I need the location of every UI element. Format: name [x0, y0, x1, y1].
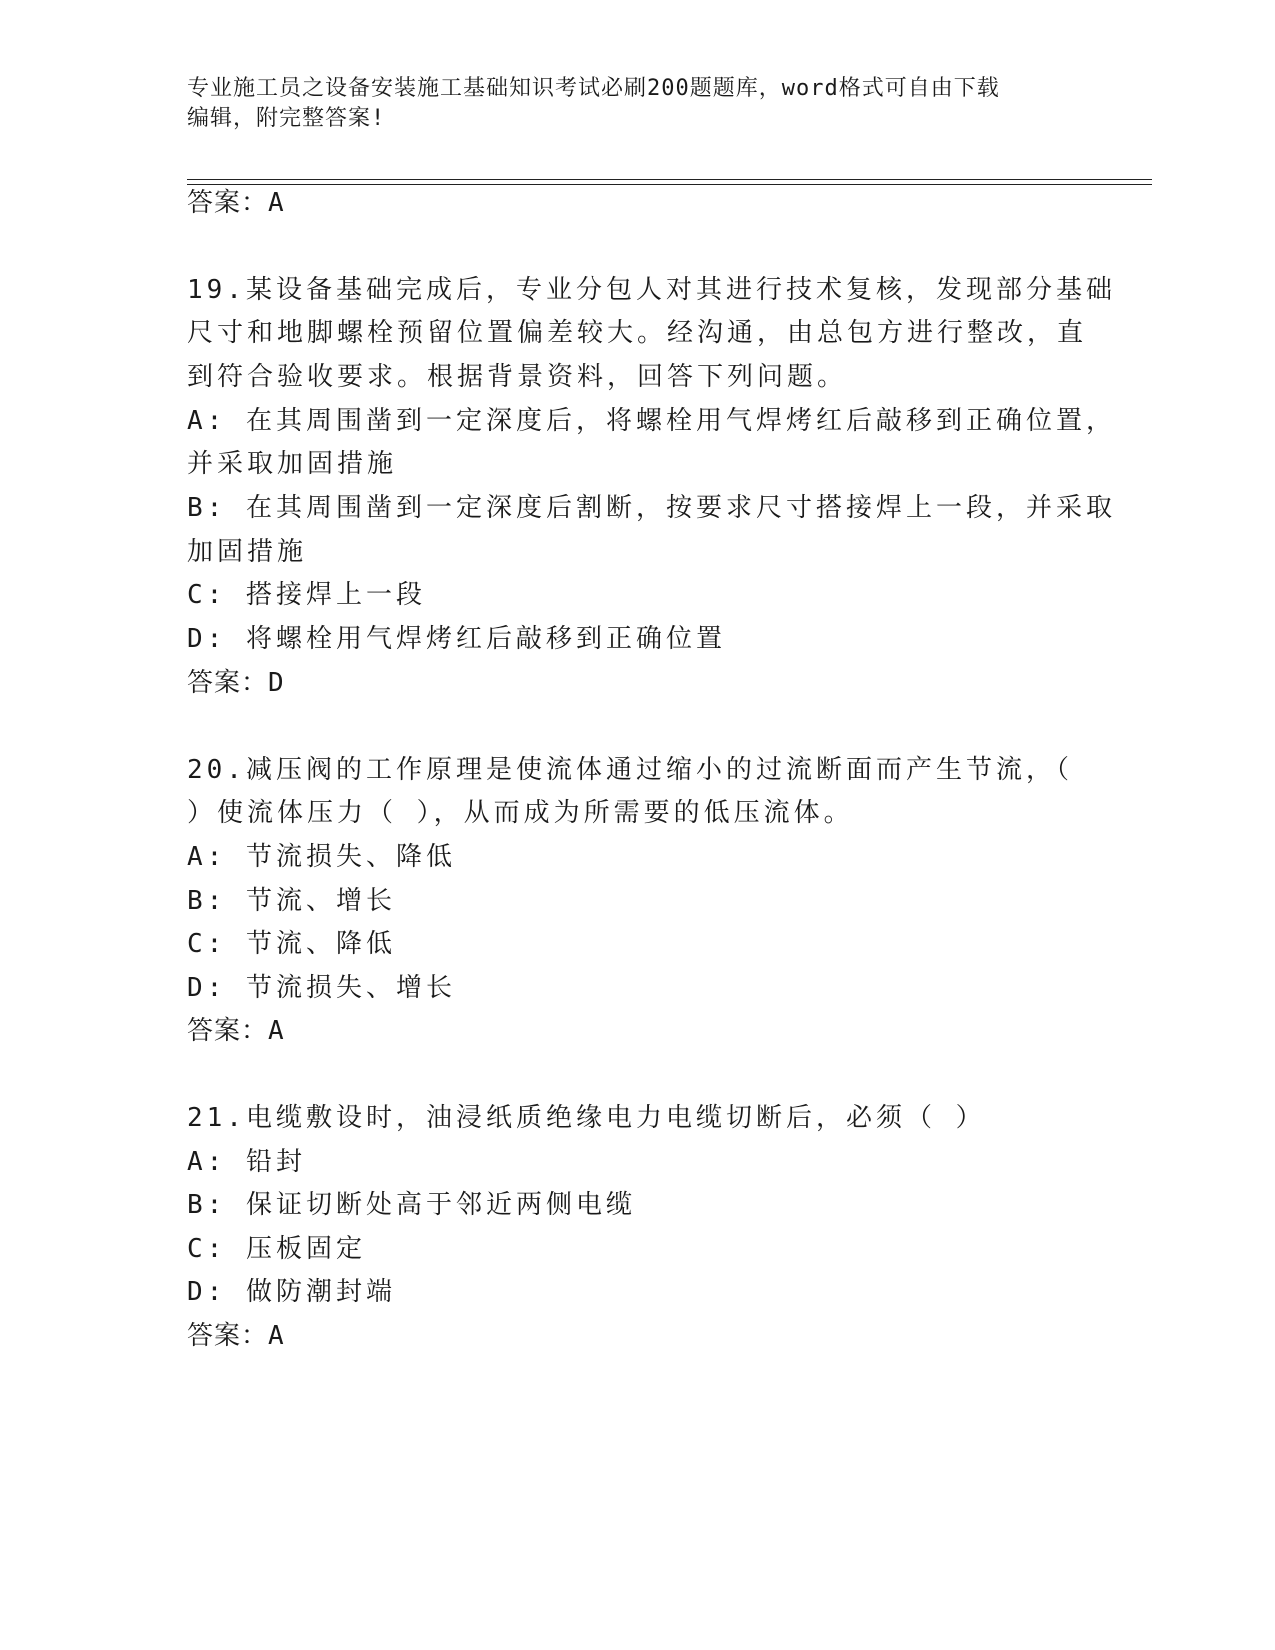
answer-q20: 答案：A — [187, 1016, 285, 1046]
header-line-1: 专业施工员之设备安装施工基础知识考试必刷200题题库，word格式可自由下载 — [187, 76, 1000, 101]
option-d: D: 节流损失、增长 — [187, 973, 456, 1003]
option-b: B: 在其周围凿到一定深度后割断，按要求尺寸搭接焊上一段，并采取 — [187, 493, 1116, 523]
option-a: A: 节流损失、降低 — [187, 842, 456, 872]
question-stem-line: 尺寸和地脚螺栓预留位置偏差较大。经沟通，由总包方进行整改，直 — [187, 318, 1088, 348]
question-stem-line: 到符合验收要求。根据背景资料，回答下列问题。 — [187, 362, 848, 392]
option-d: D: 做防潮封端 — [187, 1277, 396, 1307]
option-c: C: 压板固定 — [187, 1234, 366, 1264]
option-c: C: 节流、降低 — [187, 929, 396, 959]
document-header — [187, 74, 1087, 134]
option-d: D: 将螺栓用气焊烤红后敲移到正确位置 — [187, 624, 726, 654]
option-a: A: 铅封 — [187, 1147, 306, 1177]
option-b: B: 节流、增长 — [187, 886, 396, 916]
header-line-2: 编辑，附完整答案! — [187, 106, 386, 131]
answer-q18: 答案：A — [187, 188, 285, 218]
option-b: B: 保证切断处高于邻近两侧电缆 — [187, 1190, 636, 1220]
question-stem-line: 20.减压阀的工作原理是使流体通过缩小的过流断面而产生节流，（ — [187, 755, 1073, 785]
question-stem-line: ）使流体压力（ ），从而成为所需要的低压流体。 — [187, 798, 854, 828]
option-a-continued: 并采取加固措施 — [187, 449, 398, 479]
option-a: A: 在其周围凿到一定深度后，将螺栓用气焊烤红后敲移到正确位置， — [187, 406, 1116, 436]
question-stem-line: 21.电缆敷设时，油浸纸质绝缘电力电缆切断后，必须（ ） — [187, 1103, 986, 1133]
header-divider-top — [187, 179, 1152, 180]
question-stem-line: 19.某设备基础完成后，专业分包人对其进行技术复核，发现部分基础 — [187, 275, 1116, 305]
answer-q19: 答案：D — [187, 668, 285, 698]
answer-q21: 答案：A — [187, 1321, 285, 1351]
header-divider-bottom — [187, 184, 1152, 185]
option-b-continued: 加固措施 — [187, 537, 308, 567]
option-c: C: 搭接焊上一段 — [187, 580, 426, 610]
